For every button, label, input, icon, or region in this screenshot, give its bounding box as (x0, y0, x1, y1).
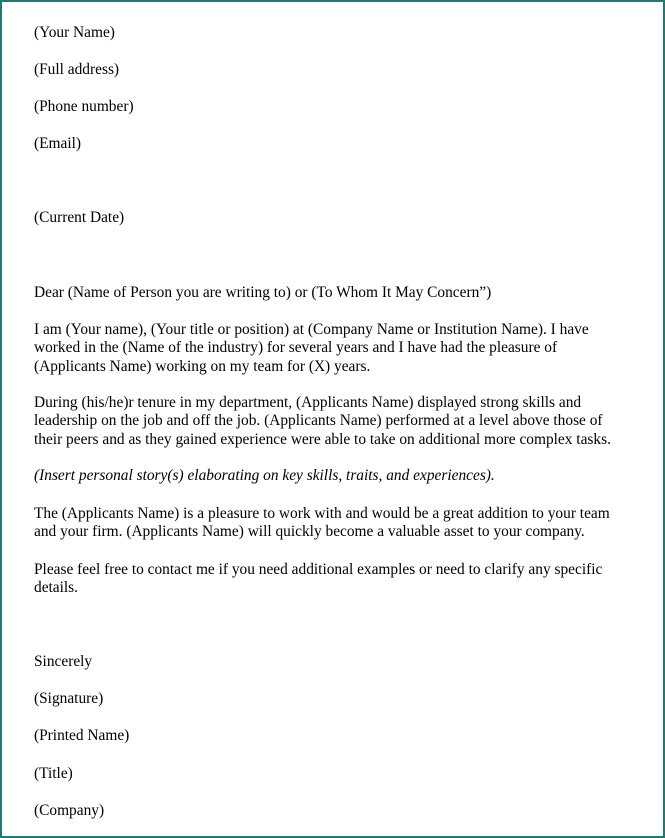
signature: (Signature) (34, 690, 104, 707)
current-date: (Current Date) (34, 209, 125, 226)
sender-email: (Email) (34, 135, 82, 152)
salutation: Dear (Name of Person you are writing to) or (To Whom It May Concern”) (34, 284, 492, 301)
printed-name: (Printed Name) (34, 727, 130, 744)
sender-address: (Full address) (34, 61, 120, 78)
sender-phone: (Phone number) (34, 98, 134, 115)
intro-line: I am (Your name), (Your title or position) at (Company Name or Institution Name). I have (34, 321, 589, 338)
signer-company: (Company) (34, 802, 105, 819)
intro-line: worked in the (Name of the industry) for several years and I have had the pleasure of (34, 339, 558, 356)
tenure-line: leadership on the job and off the job. (Applicants Name) performed at a level above those of (34, 412, 603, 429)
tenure-line: During (his/he)r tenure in my department, (Applicants Name) displayed strong skills and (34, 394, 582, 411)
sender-name: (Your Name) (34, 24, 115, 41)
recommendation-line: The (Applicants Name) is a pleasure to work with and would be a great addition to your team (34, 505, 610, 522)
contact-line: details. (34, 579, 79, 596)
contact-line: Please feel free to contact me if you need additional examples or need to clarify any specific (34, 561, 603, 578)
recommendation-line: and your firm. (Applicants Name) will quickly become a valuable asset to your company. (34, 523, 585, 540)
personal-story-placeholder: (Insert personal story(s) elaborating on key skills, traits, and experiences). (34, 467, 495, 484)
intro-line: (Applicants Name) working on my team for (X) years. (34, 358, 371, 375)
signer-title: (Title) (34, 765, 73, 782)
valediction: Sincerely (34, 653, 93, 670)
tenure-line: their peers and as they gained experience were able to take on additional more complex tasks. (34, 431, 611, 448)
